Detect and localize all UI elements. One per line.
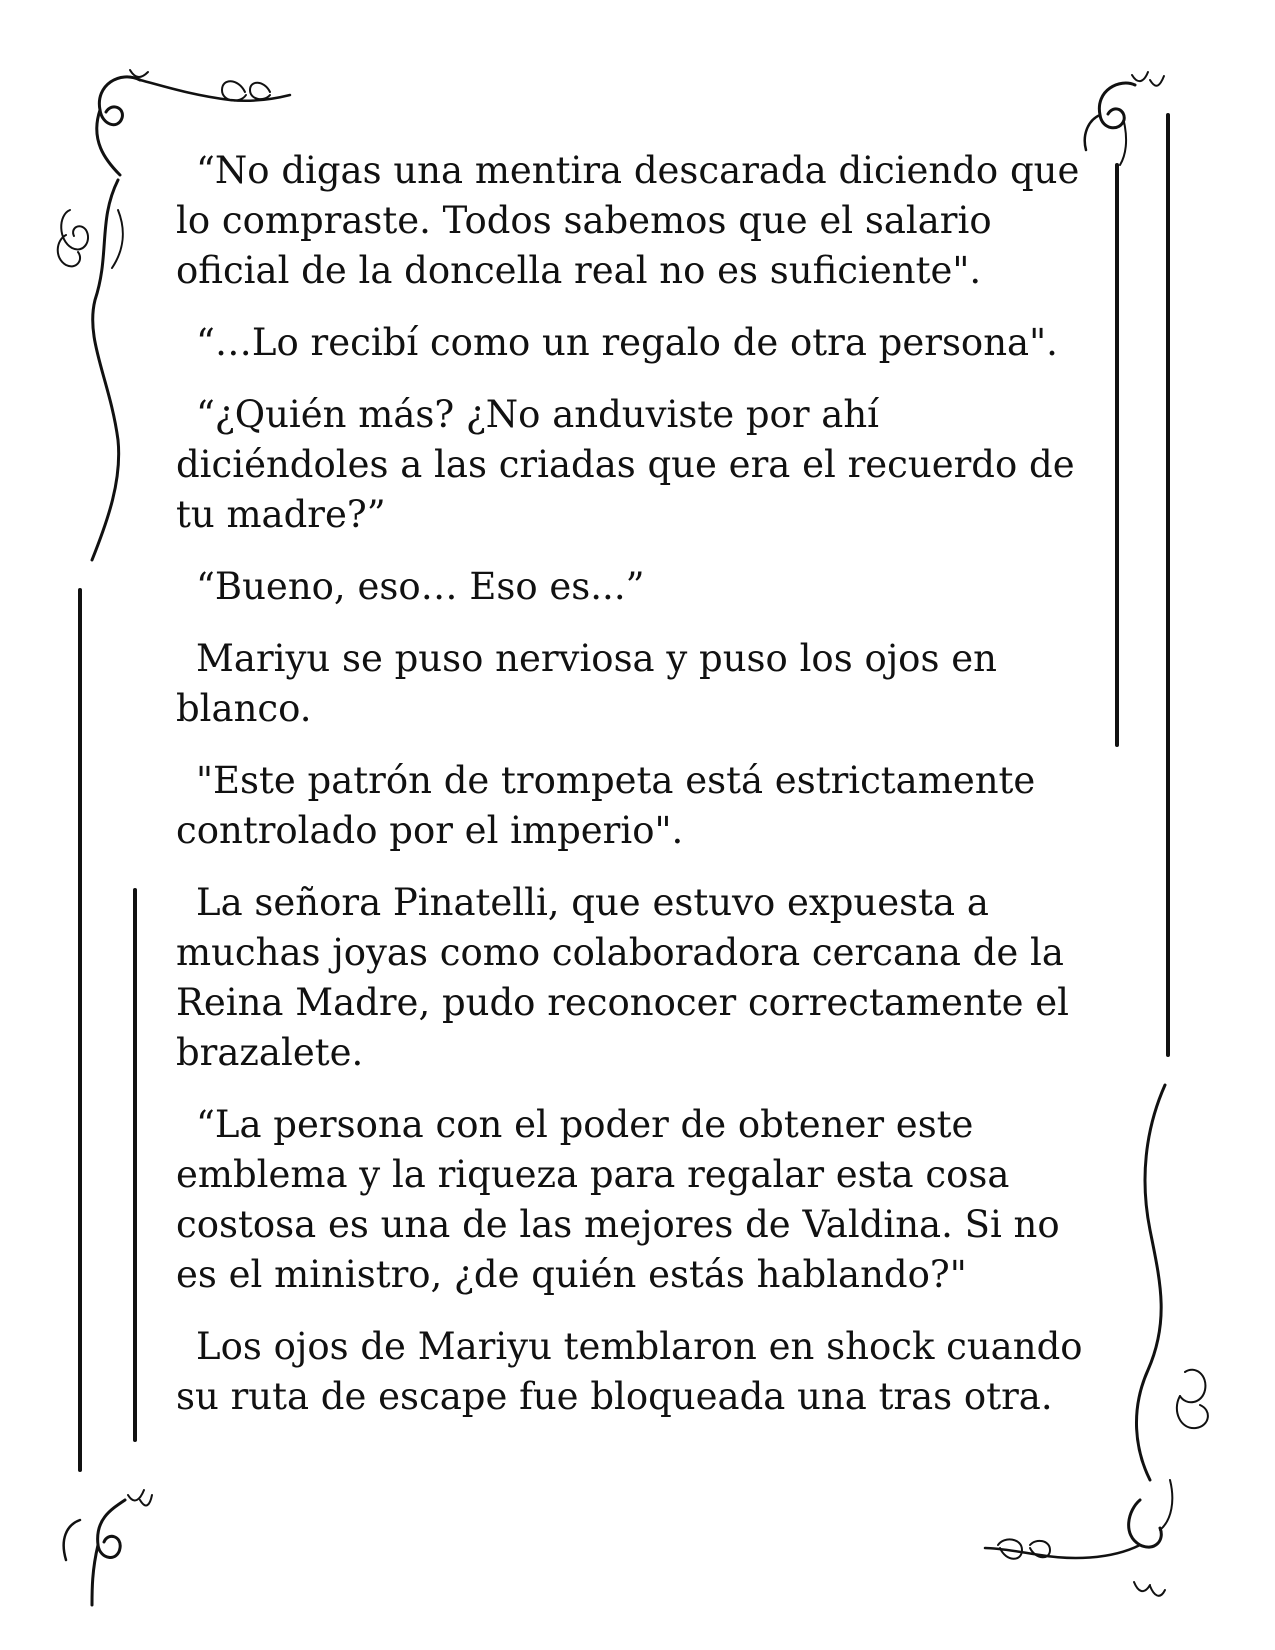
paragraph <box>176 878 1096 1078</box>
text-line: tu madre?” <box>176 493 386 536</box>
paragraph <box>176 634 1096 734</box>
text-line: controlado por el imperio". <box>176 809 684 852</box>
text-line: costosa es una de las mejores de Valdina. Si no <box>176 1203 1060 1246</box>
paragraph <box>176 318 1096 368</box>
text-line: Reina Madre, pudo reconocer correctamente el <box>176 981 1069 1024</box>
text-line: emblema y la riqueza para regalar esta cosa <box>176 1153 1010 1196</box>
paragraph <box>176 390 1096 540</box>
story-text <box>176 146 1096 1444</box>
text-line: lo compraste. Todos sabemos que el salario <box>176 199 992 242</box>
text-line: “…Lo recibí como un regalo de otra persona". <box>196 321 1058 364</box>
text-line: es el ministro, ¿de quién estás hablando?" <box>176 1253 967 1296</box>
text-line: “La persona con el poder de obtener este <box>196 1103 974 1146</box>
text-line: Los ojos de Mariyu temblaron en shock cuando <box>196 1325 1083 1368</box>
text-line: oficial de la doncella real no es suficiente". <box>176 249 982 292</box>
flourish-top-right-icon <box>1085 72 1164 165</box>
paragraph <box>176 1100 1096 1300</box>
text-line: “¿Quién más? ¿No anduviste por ahí <box>196 393 880 436</box>
text-line: brazalete. <box>176 1031 364 1074</box>
text-line: su ruta de escape fue bloqueada una tras otra. <box>176 1375 1053 1418</box>
text-line: “Bueno, eso… Eso es...” <box>196 565 645 608</box>
text-line: muchas joyas como colaboradora cercana de la <box>176 931 1064 974</box>
text-line: La señora Pinatelli, que estuvo expuesta a <box>196 881 989 924</box>
paragraph <box>176 1322 1096 1422</box>
text-line: "Este patrón de trompeta está estrictamente <box>196 759 1036 802</box>
paragraph <box>176 562 1096 612</box>
text-line: blanco. <box>176 687 312 730</box>
paragraph <box>176 756 1096 856</box>
flourish-bottom-left-icon <box>64 1490 152 1605</box>
text-line: diciéndoles a las criadas que era el recuerdo de <box>176 443 1075 486</box>
paragraph <box>176 146 1096 296</box>
text-line: Mariyu se puso nerviosa y puso los ojos en <box>196 637 997 680</box>
text-line: “No digas una mentira descarada diciendo que <box>196 149 1080 192</box>
